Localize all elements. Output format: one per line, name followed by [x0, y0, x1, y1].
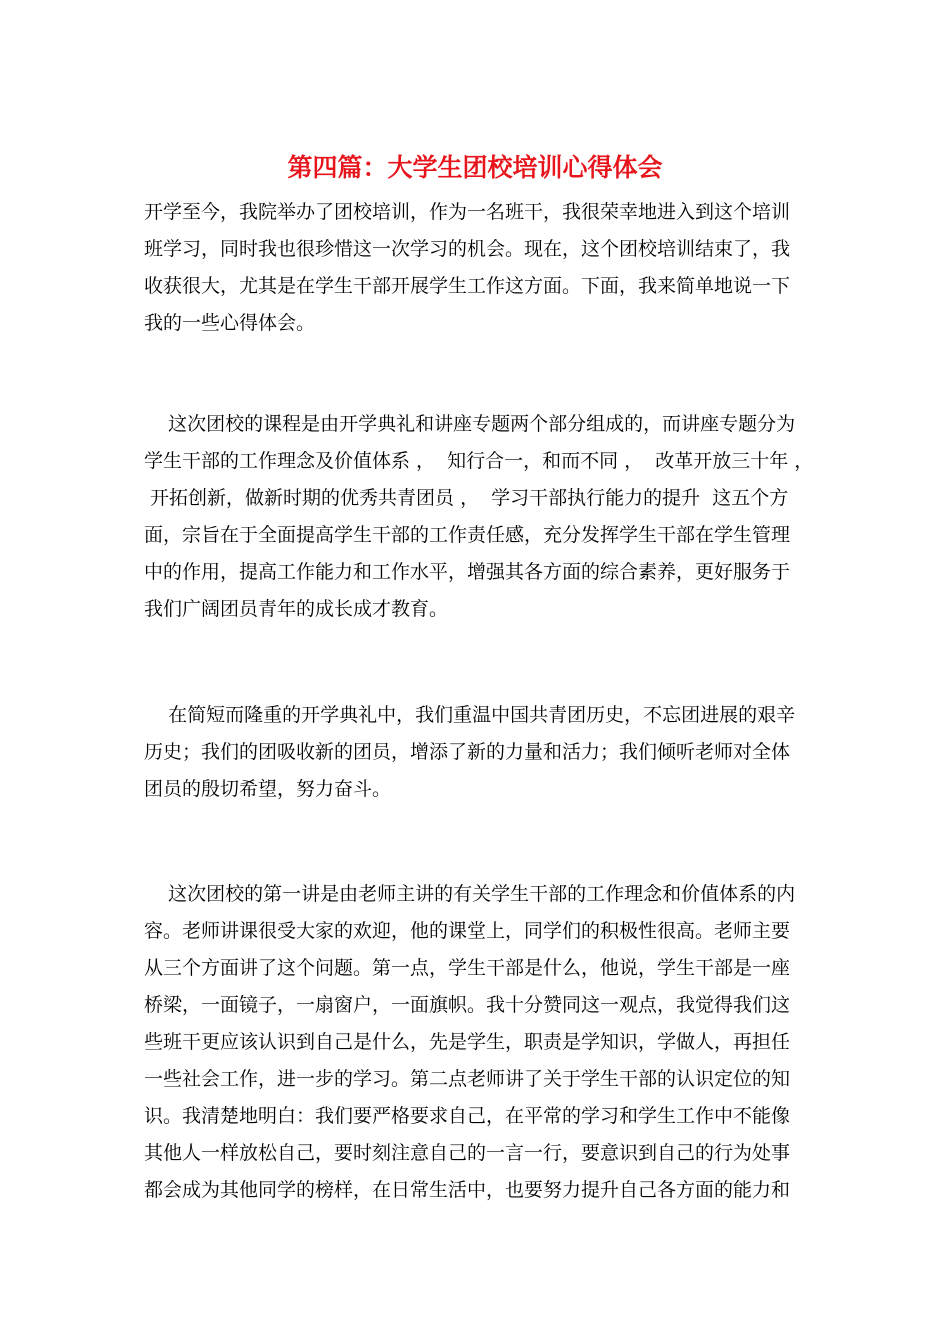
text-line: 面，宗旨在于全面提高学生干部的工作责任感，充分发挥学生干部在学生管理 [144, 524, 791, 546]
text-line: 些班干更应该认识到自己是什么，先是学生，职责是学知识，学做人，再担任 [144, 1031, 791, 1053]
text-line: 中的作用，提高工作能力和工作水平，增强其各方面的综合素养，更好服务于 [144, 561, 791, 583]
paragraph-4 [144, 876, 804, 1209]
text-line: 在简短而隆重的开学典礼中，我们重温中国共青团历史，不忘团进展的艰辛 [144, 704, 796, 726]
text-line: 收获很大，尤其是在学生干部开展学生工作这方面。下面，我来简单地说一下 [144, 275, 791, 297]
text-line: 开学至今，我院举办了团校培训，作为一名班干，我很荣幸地进入到这个培训 [144, 201, 791, 223]
text-line: 容。老师讲课很受大家的欢迎，他的课堂上，同学们的积极性很高。老师主要 [144, 920, 791, 942]
text-line: 都会成为其他同学的榜样，在日常生活中，也要努力提升自己各方面的能力和 [144, 1179, 791, 1201]
text-line: 这次团校的课程是由开学典礼和讲座专题两个部分组成的，而讲座专题分为 [144, 413, 796, 435]
text-line: 班学习，同时我也很珍惜这一次学习的机会。现在，这个团校培训结束了，我 [144, 238, 791, 260]
text-line: 从三个方面讲了这个问题。第一点，学生干部是什么，他说，学生干部是一座 [144, 957, 791, 979]
document-title: 第四篇：大学生团校培训心得体会 [287, 153, 663, 182]
text-line: 团员的殷切希望，努力奋斗。 [144, 778, 392, 800]
text-line: 开拓创新，做新时期的优秀共青团员 ， 学习干部执行能力的提升 这五个方 [144, 487, 789, 509]
text-line: 我们广阔团员青年的成长成才教育。 [144, 598, 449, 620]
text-line: 桥梁，一面镜子，一扇窗户，一面旗帜。我十分赞同这一观点，我觉得我们这 [144, 994, 791, 1016]
paragraph-2 [144, 406, 814, 628]
text-line: 识。我清楚地明白：我们要严格要求自己，在平常的学习和学生工作中不能像 [144, 1105, 791, 1127]
text-line: 我的一些心得体会。 [144, 312, 316, 334]
paragraph-3 [144, 697, 804, 808]
text-line: 一些社会工作，进一步的学习。第二点老师讲了关于学生干部的认识定位的知 [144, 1068, 791, 1090]
paragraph-1 [144, 194, 804, 342]
text-line: 其他人一样放松自己，要时刻注意自己的一言一行，要意识到自己的行为处事 [144, 1142, 791, 1164]
text-line: 这次团校的第一讲是由老师主讲的有关学生干部的工作理念和价值体系的内 [144, 883, 796, 905]
text-line: 历史；我们的团吸收新的团员，增添了新的力量和活力；我们倾听老师对全体 [144, 741, 791, 763]
text-line: 学生干部的工作理念及价值体系 ， 知行合一，和而不同 ， 改革开放三十年 ， [144, 450, 814, 472]
